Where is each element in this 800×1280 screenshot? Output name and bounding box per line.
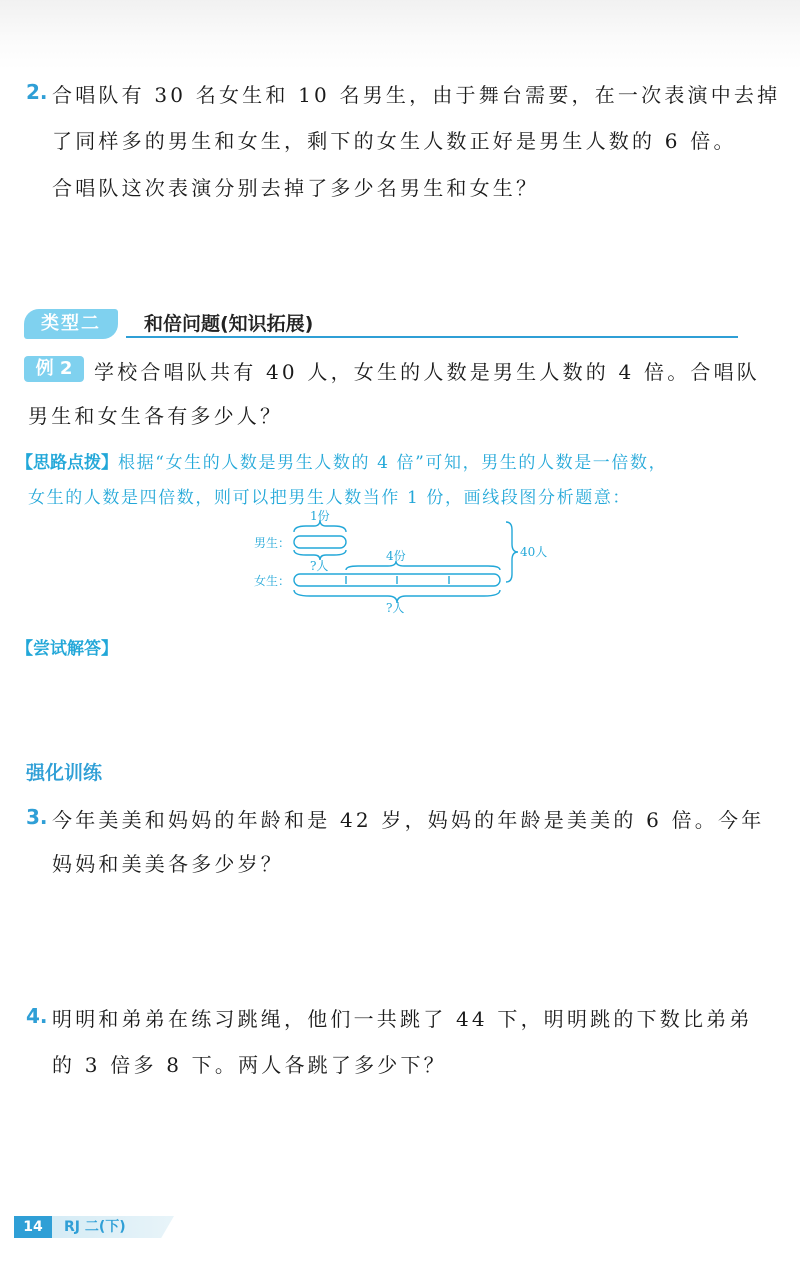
girls-label: 女生： bbox=[254, 574, 291, 588]
one-part-label: 1份 bbox=[310, 509, 330, 523]
boys-bar bbox=[294, 536, 346, 548]
type-badge: 类型二 bbox=[24, 309, 118, 339]
hint-label: 【思路点拨】 bbox=[16, 453, 118, 473]
problem-text-line: 妈妈和美美各多少岁？ bbox=[52, 852, 284, 876]
practice-heading: 强化训练 bbox=[26, 762, 103, 784]
try-answer-label: 【尝试解答】 bbox=[16, 639, 118, 659]
type-underline bbox=[126, 336, 738, 338]
example-badge: 例 2 bbox=[24, 356, 84, 382]
hint-text: 女生的人数是四倍数，则可以把男生人数当作 1 份，画线段图分析题意： bbox=[28, 488, 632, 508]
problem-number: 4. bbox=[26, 1004, 48, 1028]
problem-text-line: 明明和弟弟在练习跳绳，他们一共跳了 44 下，明明跳的下数比弟弟 bbox=[52, 1007, 753, 1031]
four-parts-label: 4份 bbox=[386, 549, 406, 563]
segment-diagram bbox=[230, 508, 560, 618]
four-parts-brace bbox=[346, 561, 500, 570]
problem-number: 3. bbox=[26, 805, 48, 829]
type-title: 和倍问题(知识拓展) bbox=[144, 313, 314, 335]
hint-line bbox=[16, 448, 667, 473]
page-number: 14 bbox=[14, 1216, 52, 1238]
boys-label: 男生： bbox=[254, 536, 291, 550]
problem-text-line: 的 3 倍多 8 下。两人各跳了多少下？ bbox=[52, 1053, 447, 1077]
problem-number: 2. bbox=[26, 80, 48, 104]
example-text-line: 男生和女生各有多少人？ bbox=[28, 404, 284, 428]
example-text-line: 学校合唱队共有 40 人，女生的人数是男生人数的 4 倍。合唱队 bbox=[94, 360, 761, 384]
problem-text-line: 合唱队有 30 名女生和 10 名男生，由于舞台需要，在一次表演中去掉 bbox=[52, 83, 781, 107]
footer-text: RJ 二(下) bbox=[64, 1219, 126, 1235]
hint-text: 根据“女生的人数是男生人数的 4 倍”可知，男生的人数是一倍数， bbox=[118, 453, 668, 473]
problem-text-line: 了同样多的男生和女生，剩下的女生人数正好是男生人数的 6 倍。 bbox=[52, 129, 737, 153]
problem-text-line: 合唱队这次表演分别去掉了多少名男生和女生？ bbox=[52, 176, 540, 200]
total-label: 40人 bbox=[520, 545, 548, 559]
problem-text-line: 今年美美和妈妈的年龄和是 42 岁，妈妈的年龄是美美的 6 倍。今年 bbox=[52, 808, 765, 832]
total-brace bbox=[506, 522, 518, 582]
boys-unknown-label: ?人 bbox=[310, 559, 329, 573]
scan-top-shading bbox=[0, 0, 800, 70]
girls-unknown-label: ?人 bbox=[386, 601, 405, 615]
